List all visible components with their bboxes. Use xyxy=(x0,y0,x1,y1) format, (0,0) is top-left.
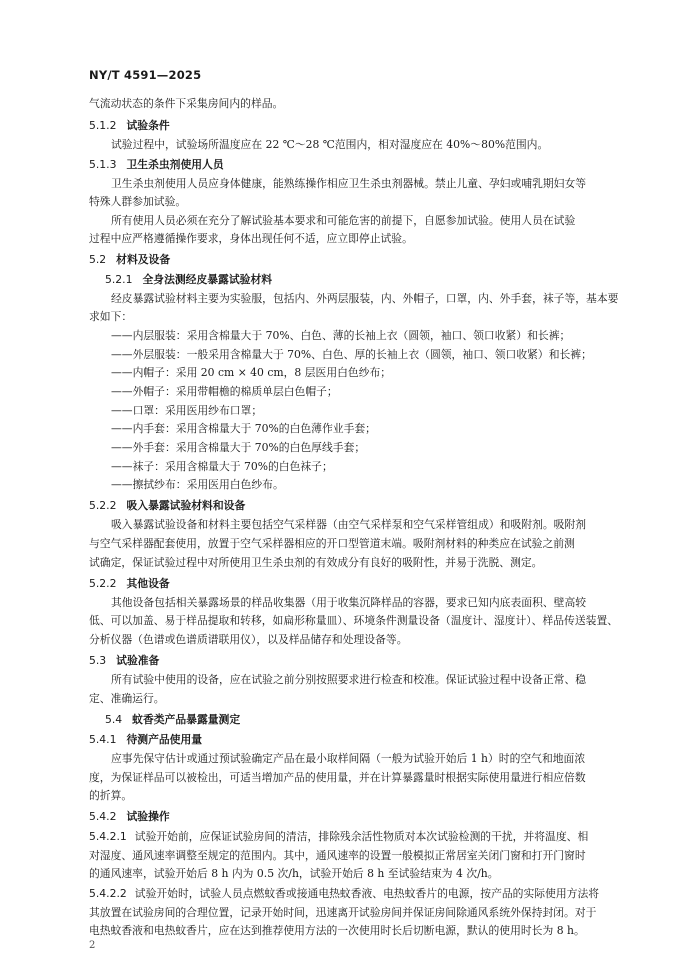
section-heading-5-4-1: 5.4.1 待测产品使用量 xyxy=(89,733,203,746)
list-item: ——外层服装：一般采用含棉量大于 70%、白色、厚的长袖上衣（圆领，袖口、领口收紧）和长裤； xyxy=(111,348,592,361)
text-line: 对湿度、通风速率调整至规定的范围内。其中，通风速率的设置一般模拟正常居室关闭门窗和打开门窗时 xyxy=(89,849,586,862)
section-heading-5-2-2: 5.2.2 吸入暴露试验材料和设备 xyxy=(89,499,246,512)
list-item: ——口罩：采用医用纱布口罩； xyxy=(111,404,263,417)
text-line: 应事先保守估计或通过预试验确定产品在最小取样间隔（一般为试验开始后 1 h）时的空气和地面浓 xyxy=(111,752,586,765)
list-item: ——袜子：采用含棉量大于 70%的白色袜子； xyxy=(111,460,333,473)
text-line: 定、准确运行。 xyxy=(89,692,165,705)
section-heading-5-1-2: 5.1.2 试验条件 xyxy=(89,119,170,132)
section-heading-5-1-3: 5.1.3 卫生杀虫剂使用人员 xyxy=(89,158,224,171)
list-item: ——内层服装：采用含棉量大于 70%、白色、薄的长袖上衣（圆领，袖口、领口收紧）和长裤； xyxy=(111,329,571,342)
text-line: 的折算。 xyxy=(89,789,133,802)
text-line: 卫生杀虫剂使用人员应身体健康，能熟练操作相应卫生杀虫剂器械。禁止儿童、孕妇或哺乳期妇女等 xyxy=(111,177,587,190)
section-heading-5-4: 5.4 蚊香类产品暴露量测定 xyxy=(105,713,241,726)
section-heading-5-4-2: 5.4.2 试验操作 xyxy=(89,810,170,823)
text-line: 与空气采样器配套使用，放置于空气采样器相应的开口型管道末端。吸附剂材料的种类应在试验之前测 xyxy=(89,537,575,550)
numbered-paragraph-5-4-2-2: 5.4.2.2 试验开始时，试验人员点燃蚊香或接通电热蚊香液、电热蚊香片的电源，按产品的实际使用方法将 xyxy=(89,887,600,900)
list-item: ——外帽子：采用带帽檐的棉质单层白色帽子； xyxy=(111,385,338,398)
text-line: 低、可以加盖、易于样品提取和转移，如扁形称量皿）、环境条件测量设备（温度计、湿度计）、样品传送装置、 xyxy=(89,614,619,627)
list-item: ——内帽子：采用 20 cm × 40 cm，8 层医用白色纱布； xyxy=(111,366,392,379)
text-line: 过程中应严格遵循操作要求，身体出现任何不适，应立即停止试验。 xyxy=(89,232,413,245)
text-line: 所有试验中使用的设备，应在试验之前分别按照要求进行检查和校准。保证试验过程中设备正常、稳 xyxy=(111,673,587,686)
section-heading-5-2-1: 5.2.1 全身法测经皮暴露试验材料 xyxy=(105,273,273,286)
text-line: 所有使用人员必须在充分了解试验基本要求和可能危害的前提下，自愿参加试验。使用人员在试验 xyxy=(111,214,576,227)
section-heading-5-2: 5.2 材料及设备 xyxy=(89,253,171,266)
page-number: 2 xyxy=(89,940,96,951)
text-line: 吸入暴露试验设备和材料主要包括空气采样器（由空气采样泵和空气采样管组成）和吸附剂。吸附剂 xyxy=(111,518,587,531)
numbered-paragraph-5-4-2-1: 5.4.2.1 试验开始前，应保证试验房间的清洁，排除残余活性物质对本次试验检测的干扰，并将温度、相 xyxy=(89,830,589,843)
text-line: 特殊人群参加试验。 xyxy=(89,195,187,208)
standard-number: NY/T 4591—2025 xyxy=(89,68,202,82)
list-item: ——外手套：采用含棉量大于 70%的白色厚线手套； xyxy=(111,441,366,454)
section-heading-5-2-2-other: 5.2.2 其他设备 xyxy=(89,577,170,590)
text-line: 其放置在试验房间的合理位置，记录开始时间，迅速离开试验房间并保证房间除通风系统外保持封闭。对于 xyxy=(89,906,597,919)
section-heading-5-3: 5.3 试验准备 xyxy=(89,654,160,667)
text-line: 求如下： xyxy=(89,310,133,323)
text-line: 气流动状态的条件下采集房间内的样品。 xyxy=(89,97,284,110)
list-item: ——内手套：采用含棉量大于 70%的白色薄作业手套； xyxy=(111,422,376,435)
text-line: 电热蚊香液和电热蚊香片，应在达到推荐使用方法的一次使用时长后切断电源，默认的使用时长为 8 h。 xyxy=(89,924,585,937)
text-line: 试确定，保证试验过程中对所使用卫生杀虫剂的有效成分有良好的吸附性，并易于洗脱、测定。 xyxy=(89,556,543,569)
text-line: 经皮暴露试验材料主要为实验服，包括内、外两层服装，内、外帽子，口罩，内、外手套，袜子等，基本要 xyxy=(111,292,619,305)
text-line: 其他设备包括相关暴露场景的样品收集器（用于收集沉降样品的容器，要求已知内底表面积、壁高较 xyxy=(111,596,587,609)
list-item: ——擦拭纱布：采用医用白色纱布。 xyxy=(111,478,284,491)
text-line: 分析仪器（色谱或色谱质谱联用仪），以及样品储存和处理设备等。 xyxy=(89,633,408,646)
text-line: 的通风速率，试验开始后 8 h 内为 0.5 次/h，试验开始后 8 h 至试验结束为 4 次/h。 xyxy=(89,867,499,880)
text-line: 度，为保证样品可以被检出，可适当增加产品的使用量，并在计算暴露量时根据实际使用量进行相应倍数 xyxy=(89,771,586,784)
text-line: 试验过程中，试验场所温度应在 22 ℃～28 ℃范围内，相对湿度应在 40%～80%范围内。 xyxy=(111,138,549,151)
